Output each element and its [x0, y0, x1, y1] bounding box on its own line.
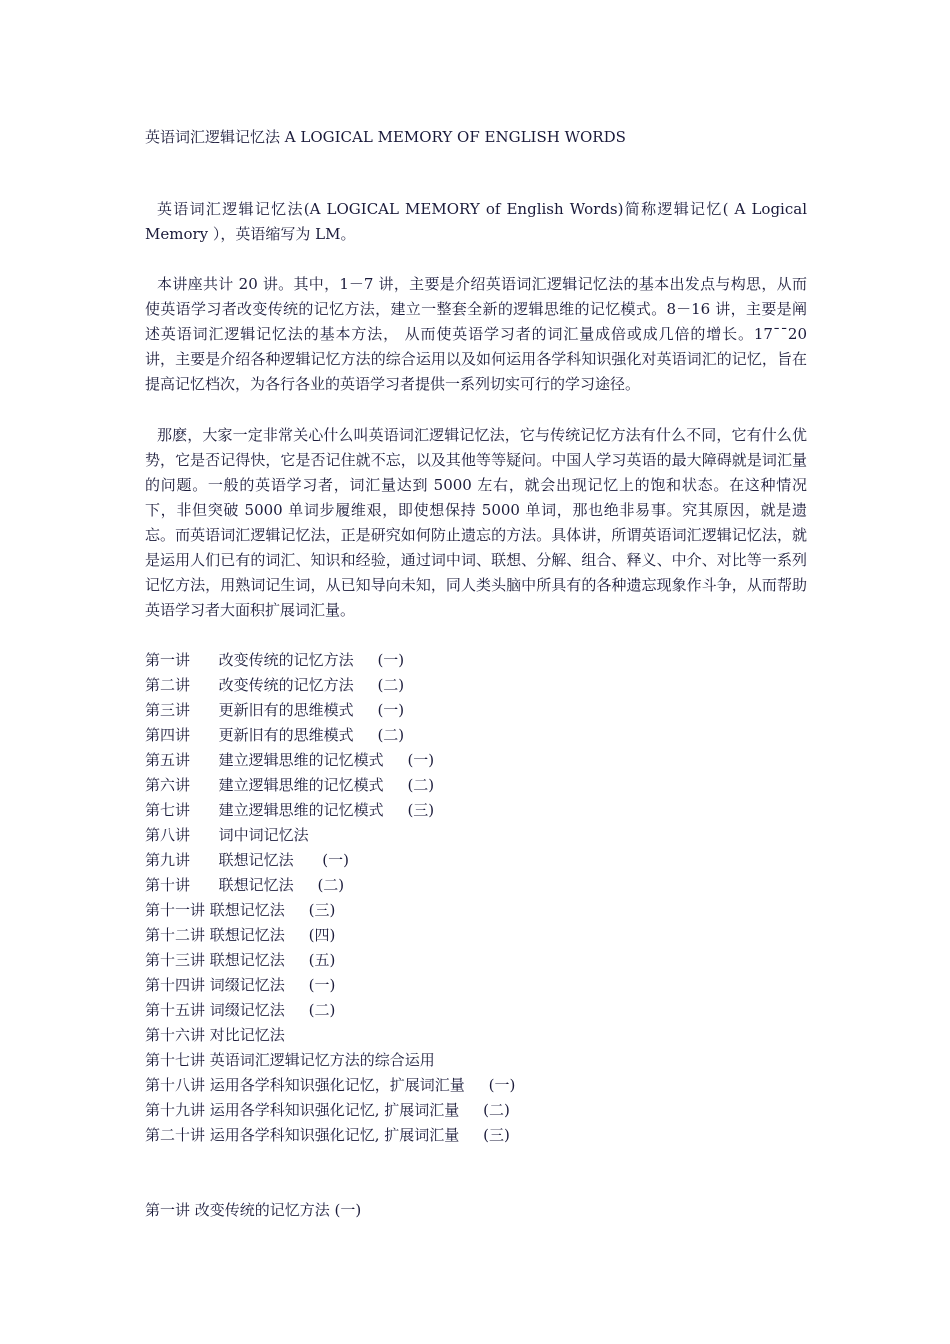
- intro-paragraph: 英语词汇逻辑记忆法(A LOGICAL MEMORY of English Words)简称逻辑记忆( A Logical Memory ），英语缩写为 LM。: [145, 200, 807, 243]
- lecture-list-item: 第十五讲 词缀记忆法 (二): [145, 1001, 336, 1019]
- lecture-list-item: 第十八讲 运用各学科知识强化记忆，扩展词汇量 (一): [145, 1076, 516, 1094]
- lecture-list-item: 第六讲 建立逻辑思维的记忆模式 (二): [145, 776, 435, 794]
- lecture-list-item: 第二十讲 运用各学科知识强化记忆, 扩展词汇量 (三): [145, 1126, 510, 1144]
- lecture-list-item: 第五讲 建立逻辑思维的记忆模式 (一): [145, 751, 435, 769]
- lecture-list-item: 第一讲 改变传统的记忆方法 (一): [145, 651, 405, 669]
- lecture-list-item: 第二讲 改变传统的记忆方法 (二): [145, 676, 405, 694]
- lecture-list-item: 第十四讲 词缀记忆法 (一): [145, 976, 336, 994]
- lecture-list-item: 第十九讲 运用各学科知识强化记忆, 扩展词汇量 (二): [145, 1101, 510, 1119]
- lecture-list-item: 第三讲 更新旧有的思维模式 (一): [145, 701, 405, 719]
- lecture-list-item: 第七讲 建立逻辑思维的记忆模式 (三): [145, 801, 435, 819]
- lecture-list-item: 第八讲 词中词记忆法: [145, 826, 309, 844]
- lecture-list-item: 第九讲 联想记忆法 (一): [145, 851, 349, 869]
- document-page: [145, 125, 807, 1223]
- document-title: 英语词汇逻辑记忆法 A LOGICAL MEMORY OF ENGLISH WORDS: [145, 128, 626, 146]
- lecture-list-item: 第十一讲 联想记忆法 (三): [145, 901, 336, 919]
- definition-paragraph: 那麽，大家一定非常关心什么叫英语词汇逻辑记忆法，它与传统记忆方法有什么不同，它有什么优势，它是否记得快，它是否记住就不忘，以及其他等等疑问。中国人学习英语的最大障碍就是词汇量的问题。一般的英语学习者，词汇量达到 5000 左右，就会出现记忆上的饱和状态。在这种情况下，非但突破 5000 单词步履维艰，即使想保持 5000 单词，那也绝非易事。究其原因，就是遗忘。而英语词汇逻辑记忆法，正是研究如何防止遗忘的方法。具体讲，所谓英语词汇逻辑记忆法，就是运用人们已有的词汇、知识和经验，通过词中词、联想、分解、组合、释义、中介、对比等一系列记忆方法，用熟词记生词，从已知导向未知，同人类头脑中所具有的各种遗忘现象作斗争，从而帮助英语学习者大面积扩展词汇量。: [145, 426, 807, 619]
- lecture-list-item: 第十讲 联想记忆法 (二): [145, 876, 345, 894]
- overview-paragraph: 本讲座共计 20 讲。其中，1－7 讲，主要是介绍英语词汇逻辑记忆法的基本出发点与构思，从而使英语学习者改变传统的记忆方法，建立一整套全新的逻辑思维的记忆模式。8－16 讲，主要是阐述英语词汇逻辑记忆法的基本方法， 从而使英语学习者的词汇量成倍或成几倍的增长。17¯¯20 讲，主要是介绍各种逻辑记忆方法的综合运用以及如何运用各学科知识强化对英语词汇的记忆，旨在提高记忆档次，为各行各业的英语学习者提供一系列切实可行的学习途径。: [145, 275, 807, 393]
- lecture-list-item: 第十六讲 对比记忆法: [145, 1026, 285, 1044]
- section-heading: 第一讲 改变传统的记忆方法 (一): [145, 1201, 362, 1219]
- lecture-list-item: 第四讲 更新旧有的思维模式 (二): [145, 726, 405, 744]
- lecture-list-item: 第十三讲 联想记忆法 (五): [145, 951, 336, 969]
- lecture-list-item: 第十七讲 英语词汇逻辑记忆方法的综合运用: [145, 1051, 435, 1069]
- lecture-list-item: 第十二讲 联想记忆法 (四): [145, 926, 336, 944]
- lecture-list: [145, 648, 807, 1148]
